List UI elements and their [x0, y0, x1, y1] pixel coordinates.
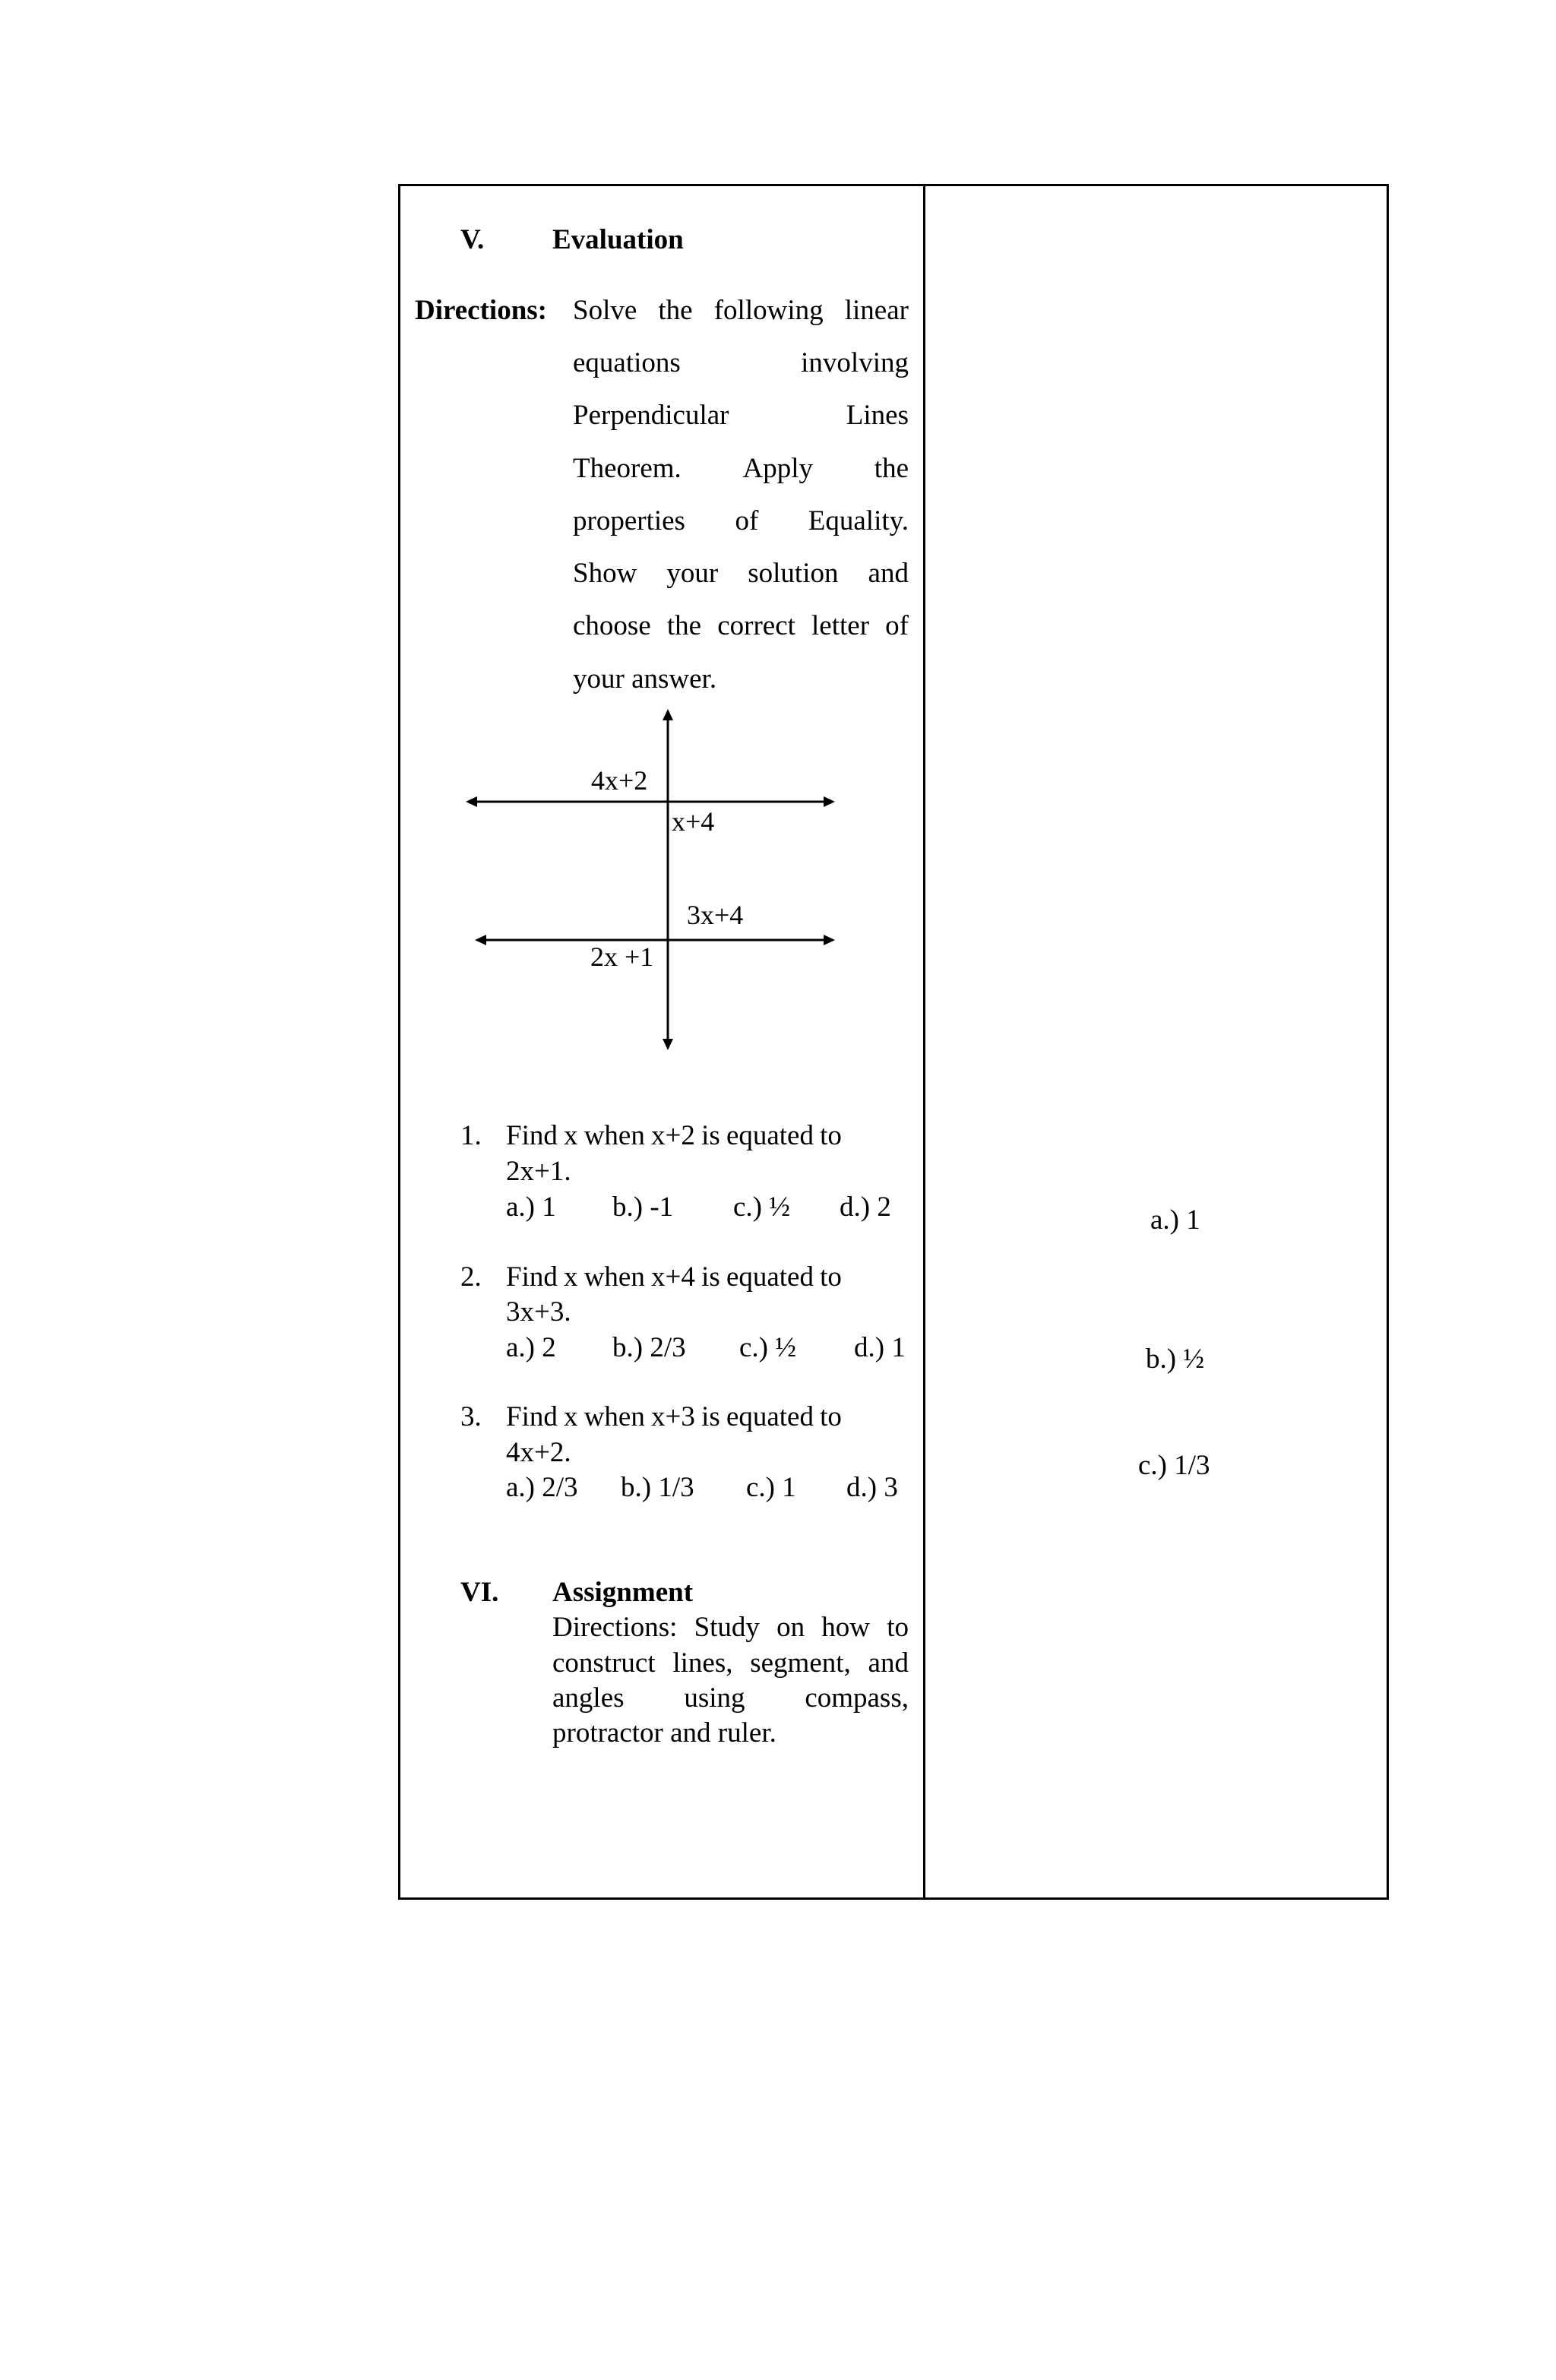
- column-divider: [923, 186, 925, 1897]
- choice-a: a.) 2/3: [506, 1472, 578, 1503]
- section-number-evaluation: V.: [460, 224, 485, 255]
- question-text-continued: 2x+1.: [506, 1156, 571, 1187]
- directions-line: Theorem. Apply the: [573, 453, 909, 484]
- directions-line: equations involving: [573, 347, 909, 378]
- arrowhead-upper-right: [824, 796, 835, 807]
- directions-label: Directions:: [415, 295, 547, 326]
- answer-key-2: b.) ½: [1146, 1343, 1205, 1375]
- choice-d: d.) 1: [854, 1332, 906, 1363]
- directions-line: Perpendicular Lines: [573, 400, 909, 431]
- directions-line: your answer.: [573, 663, 717, 695]
- arrowhead-lower-left: [475, 935, 486, 945]
- perpendicular-lines-diagram: [400, 186, 923, 1902]
- directions-line: Solve the following linear: [573, 295, 909, 326]
- angle-label-top-right: x+4: [672, 806, 715, 837]
- directions-line: properties of Equality.: [573, 505, 909, 536]
- choice-d: d.) 3: [846, 1472, 898, 1503]
- directions-line: choose the correct letter of: [573, 610, 909, 641]
- angle-label-top-left: 4x+2: [591, 765, 648, 796]
- answer-key-1: a.) 1: [1150, 1204, 1200, 1236]
- choice-a: a.) 2: [506, 1332, 556, 1363]
- angle-label-bottom-right: 3x+4: [687, 900, 744, 930]
- section-title-evaluation: Evaluation: [552, 224, 684, 255]
- section-title-assignment: Assignment: [552, 1577, 694, 1608]
- choice-c: c.) 1: [746, 1472, 796, 1503]
- question-text: Find x when x+2 is equated to: [506, 1120, 842, 1151]
- answer-key-3: c.) 1/3: [1138, 1450, 1210, 1481]
- assignment-line: angles using compass,: [552, 1682, 909, 1714]
- arrowhead-upper-left: [466, 796, 477, 807]
- choice-d: d.) 2: [840, 1192, 891, 1223]
- choice-b: b.) -1: [612, 1192, 674, 1223]
- choice-c: c.) ½: [733, 1192, 790, 1223]
- question-text: Find x when x+3 is equated to: [506, 1401, 842, 1432]
- question-text-continued: 4x+2.: [506, 1437, 571, 1468]
- question-text-continued: 3x+3.: [506, 1296, 571, 1328]
- assignment-line: protractor and ruler.: [552, 1717, 776, 1749]
- question-number: 1.: [460, 1120, 482, 1151]
- choice-b: b.) 1/3: [621, 1472, 694, 1503]
- question-text: Find x when x+4 is equated to: [506, 1261, 842, 1293]
- assignment-line: Directions: Study on how to: [552, 1612, 909, 1643]
- arrowhead-bottom: [663, 1039, 673, 1050]
- lesson-table: [398, 184, 1389, 1900]
- directions-line: Show your solution and: [573, 558, 909, 589]
- question-number: 3.: [460, 1401, 482, 1432]
- section-number-assignment: VI.: [460, 1577, 499, 1608]
- question-number: 2.: [460, 1261, 482, 1293]
- choice-b: b.) 2/3: [612, 1332, 686, 1363]
- angle-label-bottom-left: 2x +1: [590, 942, 654, 972]
- arrowhead-top: [663, 709, 673, 720]
- choice-c: c.) ½: [739, 1332, 796, 1363]
- choice-a: a.) 1: [506, 1192, 556, 1223]
- arrowhead-lower-right: [824, 935, 835, 945]
- assignment-line: construct lines, segment, and: [552, 1647, 909, 1679]
